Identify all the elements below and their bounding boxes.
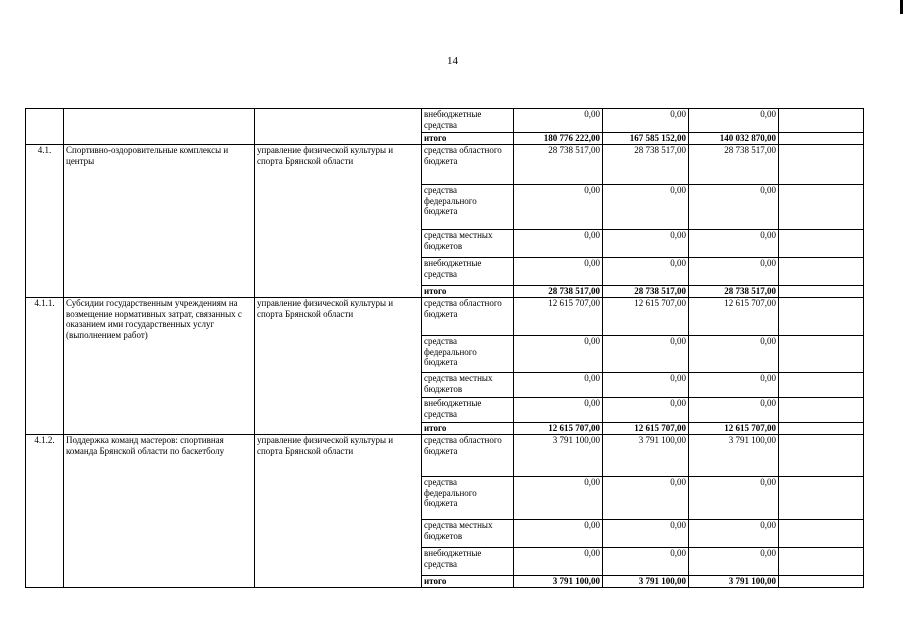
amount-year-3: 3 791 100,00 bbox=[689, 435, 779, 477]
amount-year-1: 0,00 bbox=[514, 109, 603, 133]
amount-year-2: 12 615 707,00 bbox=[603, 423, 689, 435]
funding-source: внебюджетные средства bbox=[422, 548, 514, 576]
empty-cell bbox=[779, 477, 864, 520]
total-label: итого bbox=[422, 423, 514, 435]
funding-source: внебюджетные средства bbox=[422, 398, 514, 423]
amount-year-3: 140 032 870,00 bbox=[689, 133, 779, 145]
amount-year-2: 3 791 100,00 bbox=[603, 435, 689, 477]
item-code: 4.1.1. bbox=[26, 298, 64, 435]
amount-year-2: 0,00 bbox=[603, 398, 689, 423]
item-executor bbox=[255, 109, 422, 145]
amount-year-2: 0,00 bbox=[603, 373, 689, 398]
scan-edge-mark bbox=[900, 0, 903, 14]
amount-year-1: 180 776 222,00 bbox=[514, 133, 603, 145]
amount-year-3: 0,00 bbox=[689, 373, 779, 398]
amount-year-3: 0,00 bbox=[689, 520, 779, 548]
amount-year-1: 0,00 bbox=[514, 230, 603, 258]
empty-cell bbox=[779, 435, 864, 477]
funding-source: средства федерального бюджета bbox=[422, 336, 514, 373]
amount-year-1: 0,00 bbox=[514, 258, 603, 286]
empty-cell bbox=[779, 258, 864, 286]
amount-year-3: 0,00 bbox=[689, 230, 779, 258]
amount-year-3: 3 791 100,00 bbox=[689, 576, 779, 588]
empty-cell bbox=[779, 548, 864, 576]
amount-year-1: 12 615 707,00 bbox=[514, 298, 603, 336]
amount-year-2: 0,00 bbox=[603, 258, 689, 286]
amount-year-2: 0,00 bbox=[603, 548, 689, 576]
empty-cell bbox=[779, 373, 864, 398]
empty-cell bbox=[779, 109, 864, 133]
empty-cell bbox=[779, 145, 864, 185]
amount-year-1: 28 738 517,00 bbox=[514, 286, 603, 298]
amount-year-2: 3 791 100,00 bbox=[603, 576, 689, 588]
amount-year-3: 28 738 517,00 bbox=[689, 145, 779, 185]
funding-source: средства местных бюджетов bbox=[422, 520, 514, 548]
amount-year-1: 12 615 707,00 bbox=[514, 423, 603, 435]
amount-year-3: 0,00 bbox=[689, 109, 779, 133]
total-label: итого bbox=[422, 133, 514, 145]
item-executor: управление физической культуры и спорта Брянской области bbox=[255, 145, 422, 298]
item-name bbox=[64, 109, 255, 145]
empty-cell bbox=[779, 298, 864, 336]
funding-source: внебюджетные средства bbox=[422, 258, 514, 286]
table-row bbox=[26, 435, 864, 477]
empty-cell bbox=[779, 185, 864, 230]
item-code: 4.1. bbox=[26, 145, 64, 298]
funding-source: средства федерального бюджета bbox=[422, 185, 514, 230]
amount-year-2: 12 615 707,00 bbox=[603, 298, 689, 336]
item-executor: управление физической культуры и спорта Брянской области bbox=[255, 298, 422, 435]
empty-cell bbox=[779, 423, 864, 435]
amount-year-3: 0,00 bbox=[689, 336, 779, 373]
amount-year-1: 0,00 bbox=[514, 520, 603, 548]
page-number: 14 bbox=[447, 55, 458, 67]
empty-cell bbox=[779, 133, 864, 145]
item-code bbox=[26, 109, 64, 145]
table-row bbox=[26, 145, 864, 185]
item-executor: управление физической культуры и спорта Брянской области bbox=[255, 435, 422, 588]
amount-year-3: 0,00 bbox=[689, 548, 779, 576]
total-label: итого bbox=[422, 576, 514, 588]
funding-source: средства федерального бюджета bbox=[422, 477, 514, 520]
item-name: Спортивно-оздоровительные комплексы и центры bbox=[64, 145, 255, 298]
empty-cell bbox=[779, 230, 864, 258]
amount-year-1: 3 791 100,00 bbox=[514, 435, 603, 477]
amount-year-3: 28 738 517,00 bbox=[689, 286, 779, 298]
budget-table-body bbox=[26, 109, 864, 588]
amount-year-1: 0,00 bbox=[514, 477, 603, 520]
amount-year-3: 12 615 707,00 bbox=[689, 423, 779, 435]
budget-table bbox=[25, 108, 864, 588]
amount-year-1: 0,00 bbox=[514, 185, 603, 230]
empty-cell bbox=[779, 576, 864, 588]
amount-year-1: 0,00 bbox=[514, 398, 603, 423]
amount-year-3: 0,00 bbox=[689, 398, 779, 423]
funding-source: средства местных бюджетов bbox=[422, 230, 514, 258]
amount-year-2: 0,00 bbox=[603, 336, 689, 373]
funding-source: средства областного бюджета bbox=[422, 435, 514, 477]
funding-source: средства местных бюджетов bbox=[422, 373, 514, 398]
item-name: Поддержка команд мастеров: спортивная команда Брянской области по баскетболу bbox=[64, 435, 255, 588]
amount-year-2: 0,00 bbox=[603, 230, 689, 258]
empty-cell bbox=[779, 520, 864, 548]
amount-year-3: 0,00 bbox=[689, 477, 779, 520]
amount-year-2: 0,00 bbox=[603, 185, 689, 230]
table-row bbox=[26, 109, 864, 133]
amount-year-2: 167 585 152,00 bbox=[603, 133, 689, 145]
amount-year-3: 0,00 bbox=[689, 258, 779, 286]
empty-cell bbox=[779, 286, 864, 298]
amount-year-2: 0,00 bbox=[603, 109, 689, 133]
total-label: итого bbox=[422, 286, 514, 298]
table-row bbox=[26, 298, 864, 336]
amount-year-2: 0,00 bbox=[603, 520, 689, 548]
item-code: 4.1.2. bbox=[26, 435, 64, 588]
empty-cell bbox=[779, 336, 864, 373]
funding-source: внебюджетные средства bbox=[422, 109, 514, 133]
amount-year-1: 0,00 bbox=[514, 336, 603, 373]
amount-year-1: 3 791 100,00 bbox=[514, 576, 603, 588]
amount-year-2: 28 738 517,00 bbox=[603, 286, 689, 298]
funding-source: средства областного бюджета bbox=[422, 298, 514, 336]
amount-year-2: 28 738 517,00 bbox=[603, 145, 689, 185]
funding-source: средства областного бюджета bbox=[422, 145, 514, 185]
item-name: Субсидии государственным учреждениям на возмещение нормативных затрат, связанных с оказанием ими государственных услуг (выполнением работ) bbox=[64, 298, 255, 435]
amount-year-1: 0,00 bbox=[514, 548, 603, 576]
amount-year-1: 0,00 bbox=[514, 373, 603, 398]
amount-year-3: 0,00 bbox=[689, 185, 779, 230]
amount-year-3: 12 615 707,00 bbox=[689, 298, 779, 336]
empty-cell bbox=[779, 398, 864, 423]
amount-year-2: 0,00 bbox=[603, 477, 689, 520]
amount-year-1: 28 738 517,00 bbox=[514, 145, 603, 185]
